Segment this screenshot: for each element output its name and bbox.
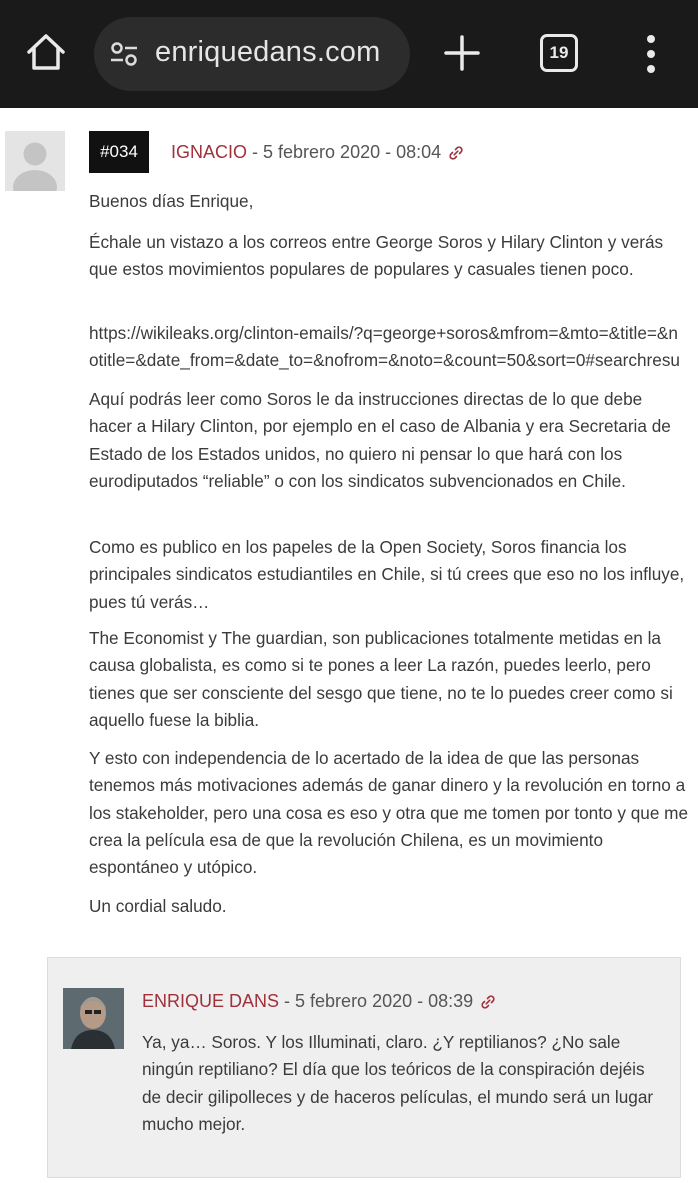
comment-paragraph: Y esto con independencia de lo acertado de la idea de que las personas tenemos más motivaciones además de ganar dinero y la revolución en torno a los stakeholder, pero una cosa es eso y otra que me tomen por tonto y que me crea la película esa de que la revolución Chilena, es un movimiento espontáneo y utópico.	[89, 748, 689, 878]
comment-paragraph: Buenos días Enrique,	[89, 191, 254, 211]
comment-body	[89, 534, 689, 616]
comment-body	[89, 386, 689, 495]
permalink-icon[interactable]	[481, 995, 495, 1009]
avatar	[63, 988, 124, 1049]
comment-body	[89, 229, 689, 284]
reply-meta	[142, 991, 495, 1012]
comment-body	[89, 320, 689, 375]
reply-body	[142, 1029, 667, 1138]
default-avatar-icon	[5, 131, 65, 191]
comment-paragraph: The Economist y The guardian, son publicaciones totalmente metidas en la causa globalista, es como si te pones a leer La razón, puedes leerlo, pero tienes que ser consciente del sesgo que tiene, no te lo puedes creer como si aquello fuese la biblia.	[89, 628, 673, 730]
home-icon[interactable]	[24, 30, 68, 74]
comment-date: - 5 febrero 2020 - 08:04	[247, 142, 442, 162]
wikileaks-link[interactable]	[89, 320, 682, 375]
wikileaks-link-text[interactable]: https://wikileaks.org/clinton-emails/?q=george+soros&mfrom=&mto=&title=&notitle=&date_from=&date_to=&nofrom=&noto=&count=50&sort=0#searchresu	[89, 323, 680, 371]
browser-toolbar	[0, 0, 698, 108]
reply-date: - 5 febrero 2020 - 08:39	[279, 991, 474, 1011]
comment-paragraph: Échale un vistazo a los correos entre George Soros y Hilary Clinton y verás que estos movimientos populares de populares y casuales tienen poco.	[89, 232, 664, 280]
plus-icon[interactable]	[440, 31, 484, 75]
comment-meta	[171, 142, 463, 163]
comment-paragraph: Como es publico en los papeles de la Open Society, Soros financia los principales sindicatos estudiantiles en Chile, si tú crees que eso no los influye, pues tú verás…	[89, 537, 685, 612]
avatar	[5, 131, 65, 191]
address-bar[interactable]	[94, 17, 410, 91]
tab-switcher-icon[interactable]: 19	[540, 34, 578, 72]
url-text[interactable]: enriquedans.com	[155, 36, 381, 68]
tune-icon[interactable]	[110, 41, 138, 67]
comment-number-badge[interactable]: #034	[89, 131, 149, 173]
reply-paragraph: Ya, ya… Soros. Y los Illuminati, claro. ¿Y reptilianos? ¿No sale ningún reptiliano? El día que los teóricos de la conspiración dejéis de decir gilipolleces y de haceros películas, el mundo será un lugar mucho mejor.	[142, 1032, 654, 1134]
comment-body	[89, 745, 689, 881]
comment-paragraph: Aquí podrás leer como Soros le da instrucciones directas de lo que debe hacer a Hilary Clinton, por ejemplo en el caso de Albania y era Secretaria de Estado de los Estados unidos, no quiero ni pensar lo que hará con los eurodiputados “reliable” o con los sindicatos subvencionados en Chile.	[89, 389, 671, 491]
comment-body	[89, 893, 689, 920]
comment-paragraph: Un cordial saludo.	[89, 896, 227, 916]
more-vert-icon[interactable]	[640, 34, 662, 74]
reply-box	[47, 957, 681, 1178]
comment-author-link[interactable]: IGNACIO	[171, 142, 248, 162]
comment-body	[89, 625, 689, 734]
reply-author-link[interactable]: ENRIQUE DANS	[142, 991, 280, 1011]
permalink-icon[interactable]	[449, 146, 463, 160]
author-photo-icon	[63, 988, 124, 1049]
comment-body	[89, 188, 689, 215]
